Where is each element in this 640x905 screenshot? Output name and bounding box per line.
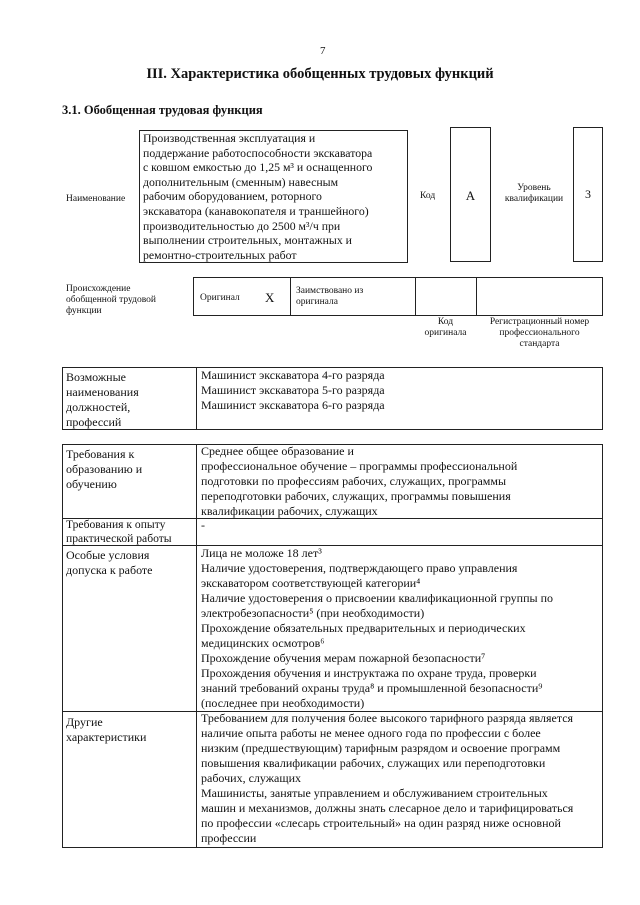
education-value: Среднее общее образование и профессиональное обучение – программы профессиональной подготовки по профессиям рабочих, служащих, программы переподготовки рабочих, служащих, программы повышения квалификации рабочих, служащих (201, 444, 518, 518)
position-item: Машинист экскаватора 4-го разряда (201, 368, 385, 382)
experience-value: - (201, 518, 205, 532)
code-label: Код (420, 191, 436, 201)
other-label: Другие характеристики (66, 715, 147, 744)
position-item: Машинист экскаватора 5-го разряда (201, 383, 385, 397)
experience-label: Требования к опыту практической работы (66, 518, 172, 545)
borrowed-label: Заимствовано из оригинала (296, 286, 364, 307)
original-mark: Х (265, 290, 275, 305)
education-label: Требования к образованию и обучению (66, 447, 143, 491)
subsection-title: 3.1. Обобщенная трудовая функция (62, 103, 263, 117)
special-label: Особые условия допуска к работе (66, 548, 153, 577)
code-original-label: Код оригинала (424, 317, 467, 338)
page-number: 7 (320, 45, 326, 57)
level-label: Уровень квалификации (504, 183, 564, 204)
function-name-value: Производственная эксплуатация и поддержание работоспособности экскаватора с ковшом емкостью до 1,25 м³ и оснащенного дополнительным (сменным) навесным рабочим оборудованием, роторного экскаватора (канавокопателя и траншейного) производительностью до 2500 м³/ч при выполнении строительных, монтажных и ремонтно-строительных работ (143, 131, 373, 262)
positions-list (201, 368, 601, 413)
special-value: Лица не моложе 18 лет³ Наличие удостоверения, подтверждающего право управления экскаватором соответствующей категории⁴ Наличие удостоверения о присвоении квалификационной группы по электробезопасности⁵ (при необходимости) Прохождение обязательных предварительных и периодических медицинских осмотров⁶ Прохождение обучения мерам пожарной безопасности⁷ Прохождения обучения и инструктажа по охране труда, проверки знаний требований охраны труда⁸ и промышленной безопасности⁹ (последнее при необходимости) (201, 546, 554, 710)
origin-label: Происхождение обобщенной трудовой функции (66, 284, 156, 316)
code-value: А (465, 188, 476, 203)
original-label: Оригинал (200, 293, 240, 303)
registration-label: Регистрационный номер профессионального стандарта (489, 317, 590, 349)
other-value: Требованием для получения более высокого тарифного разряда является наличие опыта работы не менее одного года по профессии с более низким (предшествующим) тарифным разрядом и освоение программ повышения квалификации рабочих, служащих или переподготовки рабочих, служащих Машинисты, занятые управлением и обслуживанием строительных машин и механизмов, должны знать слесарное дело и тарифицироваться по профессии «слесарь строительный» на один разряд ниже основной профессии (201, 711, 574, 845)
level-value: 3 (585, 187, 591, 201)
section-title: III. Характеристика обобщенных трудовых функций (146, 66, 494, 82)
origin-table (193, 277, 603, 316)
name-label: Наименование (66, 194, 126, 204)
position-item: Машинист экскаватора 6-го разряда (201, 398, 385, 412)
positions-label: Возможные наименования должностей, профессий (66, 370, 139, 429)
